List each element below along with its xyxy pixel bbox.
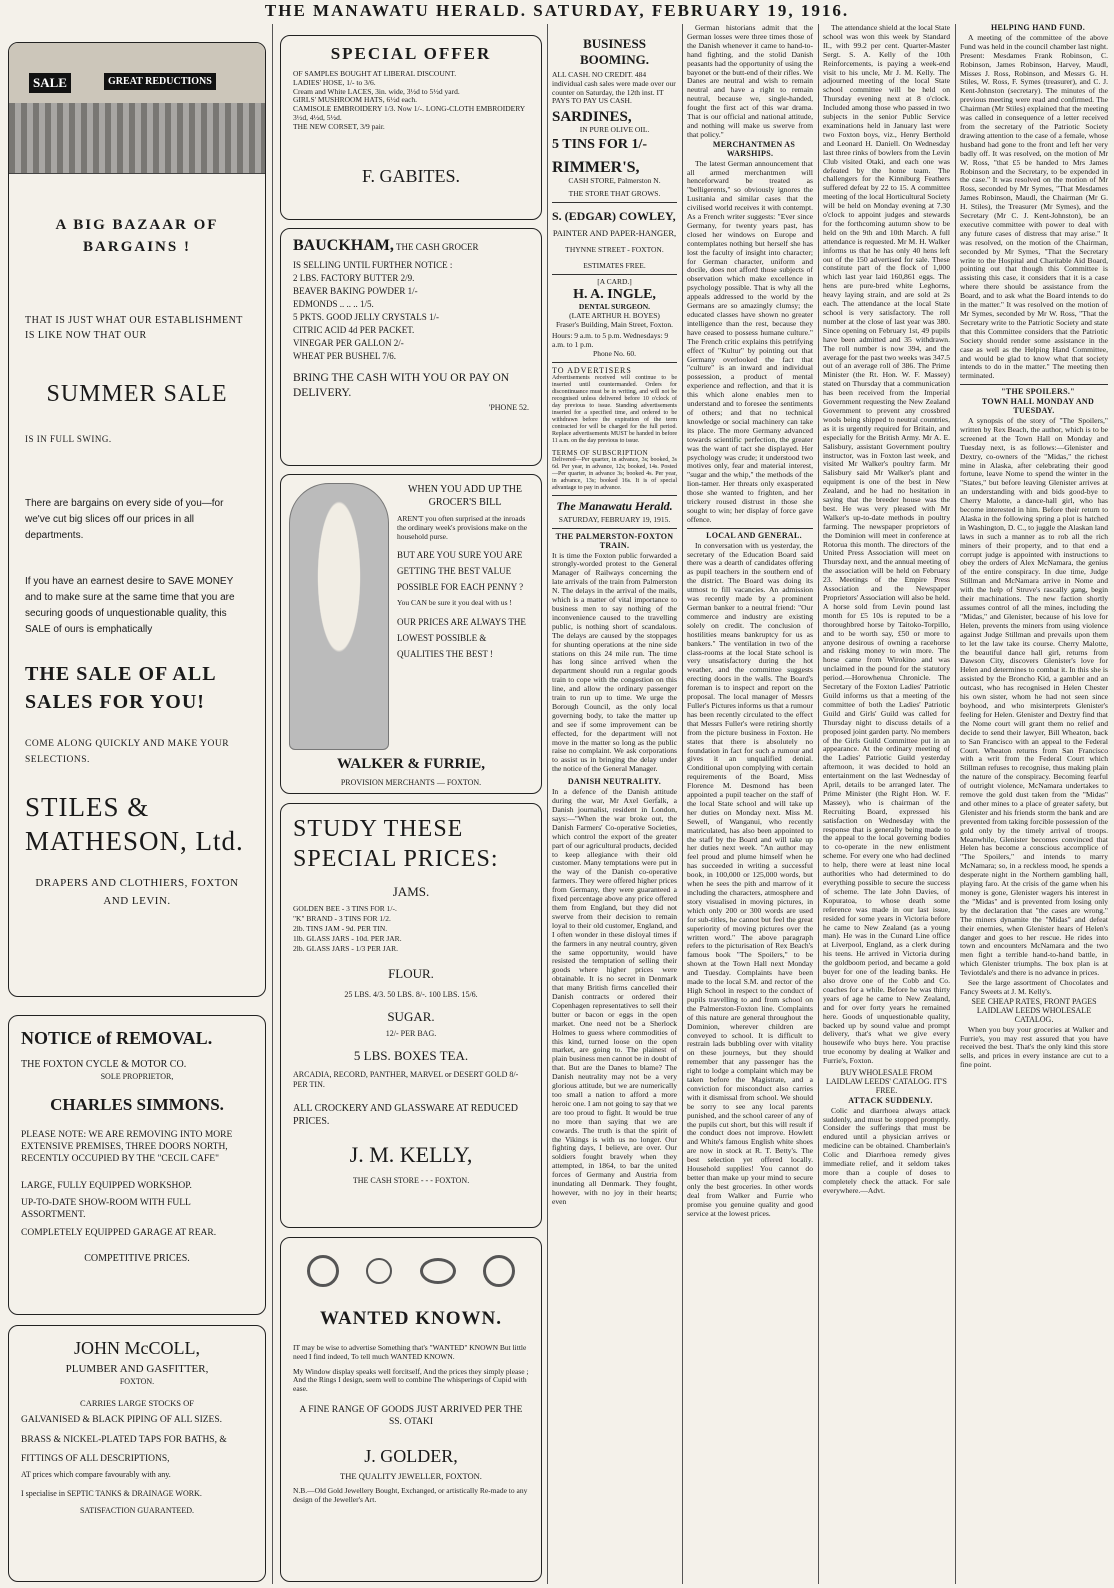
ring-icon <box>307 1255 339 1287</box>
golder-ad <box>280 1237 542 1582</box>
stiles-matheson-name: STILES & MATHESON, Ltd. <box>25 792 244 856</box>
bauckham-line: CITRIC ACID 4d PER PACKET. <box>293 325 415 335</box>
jam-list <box>293 904 529 954</box>
column-rule <box>547 24 548 1584</box>
rimmer-sub: CASH STORE, Palmerston N. <box>568 175 661 185</box>
jams-heading: JAMS. <box>392 884 430 899</box>
wf-text-2: BUT ARE YOU SURE YOU ARE GETTING THE BEST VALUE POSSIBLE FOR EACH PENNY ? <box>397 550 524 593</box>
bauckham-line: BEAVER BAKING POWDER 1/- <box>293 286 418 296</box>
spoilers-sub: TOWN HALL MONDAY AND TUESDAY. <box>981 397 1095 416</box>
wf-text-1: AREN'T you often surprised at the inroads the ordinary week's provisions make on the household purse. <box>397 514 528 541</box>
bring-cash-text: BRING THE CASH WITH YOU OR PAY ON DELIVERY. <box>293 372 510 399</box>
merchantmen-text: The latest German announcement that all armed merchantmen will henceforward be treated as "belligerents," so obviously ignores the Lusitania and similar cases that the civilised world receives it with contempt. As a French writer suggests: "Ever since Germany, for twenty years past, has closed her windows on Europe and contemplates nothing but herself she has lost the faculty of insight into character; for German character, uniform and docile, does not afford those subjects of observation which make excellence in psychology possible. That is why all the appeals addressed to the world by the Germans are so amazingly clumsy; the educated classes have shown no greater intelligence than the rest, because they have ceased to possess humane culture." The French critic explains this petrifying effect of "Kultur" by pointing out that Germany overlooked the fact that "culture" is an inward and individual possession, a product of mental experience and reflection, and that it is this which alone enables men to understand and to foresee the sentiments of others; and that no technical knowledge or social machinery can take its place. The more Germany advanced towards scientific perfection, the greater was the want of tact she displayed. Her psychology was crude; it understood two motives only, fear and material interest, "sugar and the whip," the methods of the lion-tamer. Her threats only exasperated those she wanted to frighten, and her trickery roused distrust in those she sought to win; her display of force gave offence. <box>687 158 813 524</box>
crockery-text: ALL CROCKERY AND GLASSWARE AT REDUCED PRICES. <box>293 1103 518 1127</box>
cowley-heading: S. (EDGAR) COWLEY, <box>552 208 676 223</box>
tins-heading: 5 TINS FOR 1/- <box>552 136 648 152</box>
study-heading: STUDY THESE SPECIAL PRICES: <box>293 816 499 872</box>
bauckham-line: 5 PKTS. GOOD JELLY CRYSTALS 1/- <box>293 312 440 322</box>
train-text: It is time the Foxton public forwarded a strongly-worded protest to the General Manager of Railways concerning the late arrivals of the train from Palmerston N. The delays in the arrival of the mails, which is a matter of vital importance to business men to say nothing of the inconvenience caused to the travelling public, is nothing short of scandalous. The delays are caused by the stoppages for shunting operations at the nine side stations on this 24 mile run. The time has long since arrived when the department should run a regular goods train to cope with the congestion on this line, and allow the ordinary passenger train to run up to time. We urge the Borough Council, as the only local governing body, to take the matter up and see if some improvement can be effected, for the department will not move in the matter so long as the public raise no complaint. We ask corporations to assist us in bringing the delay under the notice of the General Manager. <box>552 550 677 774</box>
bauckham-name: BAUCKHAM, <box>293 237 394 254</box>
danish-heading: DANISH NEUTRALITY. <box>567 777 662 787</box>
bargains-text: There are bargains on every side of you—for we've cut big slices off our prices in all departments. <box>25 498 224 541</box>
kelly-name: J. M. KELLY, <box>349 1142 473 1167</box>
terms-text: Delivered—Per quarter, in advance, 3s; booked, 3s 6d. Per year, in advance, 12s; booked, 14s. Posted—Per quarter, in advance 3s; booked 4s. Per year, in advance, 13s; booked 16s. It is of special advantage to pay in advance. <box>552 456 677 491</box>
advertisers-heading: TO ADVERTISERS <box>552 365 632 375</box>
column-3 <box>552 24 677 1207</box>
bauckham-line: 2 LBS. FACTORY BUTTER 2/9. <box>293 273 415 283</box>
buy-wholesale-text: BUY WHOLESALE FROM LAIDLAW LEEDS' CATALOG. IT'S FREE. <box>826 1068 947 1095</box>
masthead: THE MANAWATU HERALD. SATURDAY, FEBRUARY 19, 1916. <box>264 1 850 20</box>
cycle-co-text: THE FOXTON CYCLE & MOTOR CO. <box>21 1059 187 1070</box>
offer-line: CAMISOLE EMBROIDERY 1/3. Now 1/-. LONG-CLOTH EMBROIDERY 3½d, 4½d, 5½d. <box>293 104 525 122</box>
bauckham-phone: 'PHONE 52. <box>488 403 529 412</box>
mccoll-line-5: AT prices which compare favourably with any. <box>21 1470 171 1479</box>
sardines-heading: SARDINES, <box>552 109 632 126</box>
olive-oil-text: IN PURE OLIVE OIL. <box>579 125 650 135</box>
john-mccoll-ad <box>8 1325 266 1582</box>
attack-text: Colic and diarrhoea always attack suddenly, and must be stopped promptly. Consider the sufferings that must be endured until a physician arrives or medicine can be obtained. Chamberlain's Colic and Diarrhoea remedy gives immediate relief, and it seldom takes more than a couple of doses to completely check the attack. For sale everywhere.—Advt. <box>823 1105 950 1195</box>
summer-sale-heading: SUMMER SALE <box>46 381 228 407</box>
drapers-text: DRAPERS AND CLOTHIERS, FOXTON AND LEVIN. <box>35 877 239 907</box>
flour-line: 25 LBS. 4/3. 50 LBS. 8/-. 100 LBS. 15/6. <box>344 990 478 999</box>
wanted-verse-2: My Window display speaks well forcitself, And the prices they simply please ; And the Rings I design, seem well to combine The whisperings of Cupid with ease. <box>293 1366 529 1394</box>
ring-icon <box>420 1258 456 1284</box>
tea-heading: 5 LBS. BOXES TEA. <box>353 1048 469 1063</box>
reductions-sign: GREAT REDUCTIONS <box>104 73 216 90</box>
rimmer-sub2: THE STORE THAT GROWS. <box>568 188 661 198</box>
jewellery-illustration <box>293 1246 529 1296</box>
removal-heading: NOTICE of REMOVAL. <box>21 1028 213 1048</box>
advertisers-text: Advertisements received will continue to be inserted until countermanded. Orders for discontinuance must be in writing, and will not be recognised unless delivered before 10 o'clock of day previous to issue. Standing advertisements inserted for a specified time, and ordered to be withdrawn before the expiration of the term contracted for will be charged for the full period. Replace advertisements MUST be handed in before 11 a.m. on the day previous to issue. <box>552 374 677 444</box>
come-along-text: COME ALONG QUICKLY AND MAKE YOUR SELECTIONS. <box>25 739 230 765</box>
walker-furrie-name: WALKER & FURRIE, <box>337 756 485 772</box>
local-continued: The attendance shield at the local State school was won this week by Standard II., with 99.2 per cent. Quarter-Master Sergt. S. A. Kelly of the 10th Reinforcements, is paying a week-end visit to his uncle, Mr J. M. Kelly. The adjourned meeting of the local State school committee will be held on Thursday evening next at 8 o'clock. Included among those who passed in two subjects in the senior Public Service examinations held in January last were two Foxton boys, viz., Henry Berthold and Leonard H. Daniell. On Wednesday last three rinks of bowlers from the Levin Club visited Otaki, and each one was defeated by the home team. The challengers for the Kinniburg Feathers suffered defeat by 22 to 15. A committee meeting of the local Horticultural Society will be held on Monday evening at 7.30 o'clock to appoint judges and stewards for the forthcoming autumn show to be held on the 9th and 10th March. A full attendance is requested. Mr M. H. Walker informs us that he has only 40 hens left out of the 150 advertised for sale. These constitute part of the flock of 1,000 which last year laid 160,861 eggs. The hens are pure-bred white Leghorns, heavy laying strain, and are sold at 2s each. The attendance at the local State school is very satisfactory. The roll number at the close of last year was 380. Since opening on February 1st, 49 pupils have been admitted and 35 withdrawn. The roll number is now 394, and the average for the past two weeks was 347.5 out of an average roll of 386. The Prime Minister (the Rt. Hon. W. F. Massey) stated on Thursday that a communication has been received from the Imperial Government requesting the New Zealand Government to prevent any crossbred wools being shipped to neutral countries, as it is urgently required for Britain, and especially for the British Army. Mr A. E. Salisbury, assistant Government poultry instructor, was in Foxton last week, and visited Mr Walker's poultry farm. Mr Salisbury said Mr Walker's plant and equipment is one of the best in New Zealand, and he had no hesitation in saying that the breeder house was the best. He was very pleased with Mr Walker's up-to-date methods in poultry farming. The newspaper proprietors of the Dominion will meet in conference at Rotorua this month. The directors of the United Press Association will meet on Thursday next, and the annual meeting of the association will be held on February 23. Meetings of the Empire Press Association and the Newspaper Proprietors' Association will also be held. A horse sold from Levin pound last month for £5 10s is reputed to be a thoroughbred horse by Taitoko-Torpillo, and to be worth say, £50 or more to anyone desirous of owning a racehorse and risking money to win more. The horse came from Wirokino and was unclaimed in the pound for the statutory period.—Horowhenua Chronicle. The Secretary of the Foxton Ladies' Patriotic Guild informs us that a meeting of the committee of both the Ladies' Patriotic Guild and Girls' Guild was called for Thursday night to discuss details of a proposed joint garden party. No members of the Girls Guild Committee put in an appearance. At the ordinary meeting of the Ladies' Patriotic Guild yesterday afternoon, it was decided to hold an entertainment on the last Wednesday of April, details to be arranged later. The Prime Minister (the Right Hon. W. F. Massey), who is chairman of the Recruiting Board, expressed his satisfaction on Wednesday with the response that is generally being made to the appeal to the local governing bodies to co-operate in the new enlistment scheme. For every one who had declined to help, there were at least nine local authorities who had determined to do everything possible to secure the success of scheme. The late John Davies, of Kopuratoa, to whose death some reference was made in our last issue, resided for some years in Victoria before he came to New Zealand (as a young man). He was in the Cunard Line office at Liverpool, England, as a clerk during his teens. He arrived in Victoria during the goldboom period, and became a gold buyer for one of the leading banks. He also drove one of the Cobb and Co. coaches for a while. Before he was thirty years of age he came to New Zealand, and for over forty years he remained here. Goods of unquestionable quality, backed up by sound value and prompt delivery, that's what we give every housewife who buys here. You practise true economy by dealing at Walker and Furrie's, Foxton. <box>823 24 950 1066</box>
column-rule <box>818 24 819 1584</box>
booming-text: ALL CASH. NO CREDIT. 484 individual cash sales were made over our counter on Saturday, the 12th inst. IT PAYS TO PAY US CASH. <box>552 70 676 106</box>
column-rule <box>955 24 956 1584</box>
rimmer-heading: RIMMER'S, <box>552 158 640 176</box>
offer-line: Cream and White LACES, 3in. wide, 3½d to 5½d yard. <box>293 86 460 96</box>
sole-proprietor-text: SOLE PROPRIETOR, <box>100 1072 174 1081</box>
jam-line: GOLDEN BEE - 3 TINS FOR 1/-. <box>293 904 397 913</box>
woman-illustration <box>289 483 389 750</box>
bazaar-heading: A BIG BAZAAR OF BARGAINS ! <box>55 217 219 255</box>
provision-text: PROVISION MERCHANTS — FOXTON. <box>340 778 482 787</box>
removal-note: PLEASE NOTE: WE ARE REMOVING INTO MORE EXTENSIVE PREMISES, THREE DOORS NORTH, RECENTLY OCCUPIED BY THE "CECIL CAFE" <box>21 1130 233 1164</box>
column-4 <box>687 24 813 1584</box>
train-heading: THE PALMERSTON-FOXTON TRAIN. <box>555 531 674 550</box>
jam-line: 1lb. GLASS JARS - 10d. PER JAR. <box>293 934 402 943</box>
sale-illustration <box>9 43 265 174</box>
garage-text: COMPLETELY EQUIPPED GARAGE AT REAR. <box>21 1228 217 1238</box>
offer-line: LADIES' HOSE, 1/- to 3/6. <box>293 77 376 87</box>
flour-heading: FLOUR. <box>388 966 434 981</box>
column-rule <box>682 24 683 1584</box>
wf-text-4: OUR PRICES ARE ALWAYS THE LOWEST POSSIBLE & QUALITIES THE BEST ! <box>397 617 526 660</box>
bauckham-line: VINEGAR PER GALLON 2/- <box>293 338 404 348</box>
mccoll-line-7: SATISFACTION GUARANTEED. <box>79 1506 195 1515</box>
herald-date: SATURDAY, FEBRUARY 19, 1915. <box>558 514 671 524</box>
sugar-heading: SUGAR. <box>387 1009 435 1024</box>
column-5 <box>823 24 950 1584</box>
bauckham-list <box>293 259 529 363</box>
bauckham-tag: THE CASH GROCER <box>395 242 479 252</box>
mccoll-town: FOXTON. <box>119 1377 155 1386</box>
wf-text-3: You CAN be sure it you deal with us ! <box>397 598 512 608</box>
crowd-figure <box>9 103 265 173</box>
danish-continued: German historians admit that the German losses were three times those of the Danish whenever it came to hand-to-hand fighting, and the stolid Danish peasants had the opportunity of using the bayonet or the butt-end of their rifles. We Danes are neutral and wish to remain neutral and have a right to remain neutral, because we, single-handed, fought the first act of this war drama. That is our official and national attitude, and nothing will make us swerve from that policy." <box>687 24 813 139</box>
stiles-matheson-ad <box>8 42 266 997</box>
cheap-rates-text: SEE CHEAP RATES, FRONT PAGES LAIDLAW LEEDS WHOLESALE CATALOG. <box>971 996 1097 1024</box>
bauckham-line: WHEAT PER BUSHEL 7/6. <box>293 351 397 361</box>
sale-of-all-heading: THE SALE OF ALL SALES FOR YOU! <box>25 663 216 713</box>
full-swing-text: IS IN FULL SWING. <box>25 434 112 444</box>
golder-nb: N.B.—Old Gold Jewellery Bought, Exchanged, or artistically Re-made to any design of the Jeweller's Art. <box>293 1485 528 1504</box>
bauckham-ad <box>280 228 542 466</box>
danish-text: In a defence of the Danish attitude during the war, Mr Axel Gerfalk, a Danish journalist, resident in London, says:—"When the war broke out, the Danish Farmers' Co-operative Societies, which control the export of the greater part of our agricultural products, decided to keep allegiance with their old customer. Many temptations were put in the way of the Danish co-operative farmers. They were offered higher prices from Germany, they were guaranteed a fixed percentage above any price offered them from England, but they did not swerve from their decision to remain loyal to their old customer, England, and I often wonder in these disloyal times if the farmers in any neutral country, given the same opportunity, would have resisted the temptation of selling their goods where higher prices were obtainable. It is no secret in Denmark that many British firms cancelled their Danish contracts or ordered their Copenhagen representatives to sell their butter or bacon or eggs in the open market. One need not be a Sherlock Holmes to guess where commodities of this kind, turned loose on the open market, are going to. The plainest of plain business men cannot be in doubt of that. But are the Danes to blame? The Danish neutrality may not be a very glorious attitude, but we are numerically too small a nation to afford a more heroic one. I am not going to say that we are too proud to fight. It would be true no more than saying that we are cowards. The truth is that the spirit of the Vikings is with us no longer. Our fighting days, I believe, are over. Our soldiers fought bravely when they attempted, in 1864, to bar the united forces of Germany and Austria from inundating all Denmark. They fought, however, with no joy in their hearts; even <box>552 787 677 1206</box>
intro-text: THAT IS JUST WHAT OUR ESTABLISHMENT IS LIKE NOW THAT OUR <box>25 315 243 341</box>
ingle-addr: Fraser's Building, Main Street, Foxton. <box>556 319 673 329</box>
offer-line: THE NEW CORSET, 3/9 pair. <box>293 121 385 131</box>
column-6 <box>960 24 1108 1584</box>
card-label: [A CARD.] <box>597 277 632 287</box>
desire-text: If you have an earnest desire to SAVE MONEY and to make sure at the same time that you are securing goods of unquestionable quality, this SALE of ours is emphatically <box>25 576 235 635</box>
offer-line: OF SAMPLES BOUGHT AT LIBERAL DISCOUNT. <box>293 69 457 78</box>
mccoll-line-3: BRASS & NICKEL-PLATED TAPS FOR BATHS, & <box>21 1435 227 1445</box>
ingle-late: (LATE ARTHUR H. BOYES) <box>569 310 660 320</box>
booming-heading: BUSINESS BOOMING. <box>580 36 649 67</box>
ingle-hours: Hours: 9 a.m. to 5 p.m. Wednesdays: 9 a.m. to 1 p.m. <box>552 331 669 350</box>
jam-line: 2lb. TINS JAM - 9d. PER TIN. <box>293 924 388 933</box>
walker-furrie-ad <box>280 474 542 794</box>
local-heading: LOCAL AND GENERAL. <box>706 530 802 540</box>
jam-line: "K" BRAND - 3 TINS FOR 1/2. <box>293 914 391 923</box>
plumber-text: PLUMBER AND GASFITTER, <box>65 1363 209 1375</box>
cowley-estimates: ESTIMATES FREE. <box>583 261 646 271</box>
watch-icon <box>366 1258 392 1284</box>
local-text: In conversation with us yesterday, the secretary of the Education Board said there was a dearth of candidates offering as pupil teachers in the southern end of the district. The Board was doing its utmost to fill vacancies. An admission was recently made by a prominent German banker to a neutral friend: "Our commerce and industry are existing solely on credit. The conclusion of hostilities means bankruptcy for us as bankers." The ventilation in two of the class-rooms at the local State school is very unsatisfactory during the hot weather, and the committee suggests erecting doors in the walls. The Board's foreman is to inspect and report on the proposal. The local manager of Messrs Fuller's Pictures informs us that a rumour has been recently circulated to the effect that Messrs Fuller's were retiring shortly from the picture business in Foxton. He states that there is absolutely no foundation in fact for such a rumour and gives it an unqualified denial. Conditional upon complying with certain requirements of the Board, Miss Florence M. Desmond has been appointed a pupil teacher on the staff of the local State school and will take up her duties on Monday next. Miss M. Sewell, of Wanganui, who recently matriculated, has also been appointed to the staff by the Board and will take up her duties next week. "An author may feel proud and plume himself when he has succeeded in writing a successful book, in 100,000 or 125,000 words, but when he sees the pith and marrow of it including the characters, atmosphere and story visualised in moving pictures, in which only 200 or 300 words are used for sub-titles, he cannot but feel the great superiority of moving pictures over the written word." The above paragraph refers to the picturisation of Rex Beach's famous book "The Spoilers," to be shown at the Town Hall next Monday and Tuesday. Complaints have been made to the local S.M. and rector of the High School in respect to the conduct of pupils travelling to and from school on the Palmerston-Foxton line. Complaints of this nature are general throughout the Dominion, wherever children are conveyed to school. It is difficult to restrain lads bubbling over with vitality on these journeys, but they should remember that any passenger has the right to lodge a complaint which may be taken before the Magistrate, and a conviction for misconduct also carries with it dismissal from school. We should be sorry to see any local parents punished, and the school career of any of the pupils cut short, but this will result if the conduct does not improve. Howlett and White's famous English white shoes are now in stock at R. T. Betty's. The best selection yet offered locally. Household supplies! You cannot do better than make up your mind to secure only the best groceries. In other words deal from Walker and Furrie who promise you genuine quality and good service at the lowest prices. <box>687 540 813 1218</box>
cowley-sub: PAINTER AND PAPER-HANGER, <box>552 227 677 238</box>
golder-name: J. GOLDER, <box>364 1445 458 1466</box>
mccoll-line-6: I specialise in SEPTIC TANKS & DRAINAGE WORK. <box>21 1489 202 1498</box>
column-rule <box>272 24 273 1584</box>
tea-line: ARCADIA, RECORD, PANTHER, MARVEL or DESERT GOLD 8/- PER TIN. <box>293 1070 519 1089</box>
offer-list <box>293 70 529 132</box>
bauckham-line: IS SELLING UNTIL FURTHER NOTICE : <box>293 260 453 270</box>
offer-line: GIRLS' MUSHROOM HATS, 6½d each. <box>293 95 418 105</box>
ring-icon <box>483 1255 515 1287</box>
herald-title: The Manawatu Herald. <box>556 498 673 513</box>
cowley-addr: THYNNE STREET - FOXTON. <box>565 244 664 254</box>
mccoll-line-2: GALVANISED & BLACK PIPING OF ALL SIZES. <box>21 1415 223 1425</box>
chocolates-text: See the large assortment of Chocolates and Fancy Sweets at J. M. Kelly's. <box>960 978 1108 996</box>
wanted-heading: WANTED KNOWN. <box>320 1308 502 1329</box>
wanted-verse-1: IT may be wise to advertise Something that's "WANTED" KNOWN But little need I find indeed, To tell much WANTED KNOWN. <box>293 1343 527 1361</box>
mccoll-line-1: CARRIES LARGE STOCKS OF <box>80 1398 194 1408</box>
fund-heading: HELPING HAND FUND. <box>990 24 1086 32</box>
sugar-line: 12/- PER BAG. <box>385 1029 437 1038</box>
notice-of-removal-ad <box>8 1015 266 1315</box>
workshop-text: LARGE, FULLY EQUIPPED WORKSHOP. <box>21 1181 192 1191</box>
simmons-name: CHARLES SIMMONS. <box>50 1095 224 1114</box>
fine-range-text: A FINE RANGE OF GOODS JUST ARRIVED PER THE SS. OTAKI <box>299 1404 523 1427</box>
jam-line: 2lb. GLASS JARS - 1/3 PER JAR. <box>293 944 399 953</box>
gabites-name: F. GABITES. <box>361 165 461 186</box>
mccoll-name: JOHN McCOLL, <box>74 1338 200 1358</box>
special-offer-heading: SPECIAL OFFER <box>330 44 492 63</box>
cash-store-text: THE CASH STORE - - - FOXTON. <box>352 1176 470 1185</box>
wf-heading: WHEN YOU ADD UP THE GROCER'S BILL <box>407 484 523 508</box>
ingle-phone: Phone No. 60. <box>593 348 636 358</box>
mccoll-line-4: FITTINGS OF ALL DESCRIPTIONS, <box>21 1454 170 1464</box>
special-offer-ad <box>280 35 542 220</box>
merchantmen-heading: MERCHANTMEN AS WARSHIPS. <box>712 139 796 158</box>
showroom-text: UP-TO-DATE SHOW-ROOM WITH FULL ASSORTMENT. <box>21 1198 191 1220</box>
bauckham-line: EDMONDS .. .. .. 1/5. <box>293 299 374 309</box>
kelly-prices-ad <box>280 803 542 1228</box>
quality-jeweller-text: THE QUALITY JEWELLER, FOXTON. <box>340 1470 482 1481</box>
ingle-sub: DENTAL SURGEON. <box>578 301 651 311</box>
sale-sign: SALE <box>29 73 71 93</box>
spoilers-text: A synopsis of the story of "The Spoilers," written by Rex Beach, the author, which is to be screened at the Town Hall on Monday and Tuesday next, is as follows:—Glenister and Dextry, co-owners of the "Midas," the richest mine in Alaska, after celebrating their good fortune, leave Nome to spend the winter in the "States," but before leaving Glenister arrives at an understanding with and bids good-bye to Cherry Malotte, a dance-hall girl, who has become interested in him. Before their return to Alaska in the following spring a plot is hatched in Washington, D. C., to juggle the Alaskan land laws in such a manner as to rob all the rich miners of their property, and to that end a corrupt judge is appointed with instructions to obey the orders of Alex McNamara, the genius of the entire conspiracy. In due time, Judge Stillman and McNamara arrive in Nome and with the help of Struve's rascally gang, begin their machinations. The new faction shortly assumes control of all the mines, including the "Midas," and Glenister, because of his love for Helen, prevents the miners from using violence against Judge Stillman and prevails upon them to let the law take its course. Cherry Malotte, the beautiful dance hall girl, returns from Dawson City, discovers Glenister's love for Helen and determines to combat it. In this she is assisted by the Broncho Kid, a gambler and an outcast, who has recognised in Helen Chester his own sister, whom he had not seen since boyhood, and who misinterprets Glenister's feeling for Helen. Glenister and Dextry find that the Nome court will grant them no relief and decide to send their lawyer, Bill Wheaton, back to San Francisco with an appeal to the Federal Court. Wheaton returns from San Francisco with a writ from the Federal Court which Stillman refuses to recognise, thus making plain the nature of the conspiracy. Becoming fearful of outright violence, McNamara undertakes to remove the gold dust taken from the "Midas" and other mines to a place of greater safety, but Glenister and his friends storm the bank and are prevented from taking forcible possession of the gold only by the timely arrival of troops. Meanwhile, Glenister becomes convinced that Helen has become a conscious accomplice of "The Spoilers," and intends to marry McNamara; so, in a reckless mood, he spends a desperate night in the Northern gambling hall, playing faro. At the crisis of the game when his money is gone, Glenister wagers his interest in the "Midas" and is prevented from losing only by the declaration that "the cases are wrong." The miners dynamite the "Midas" and defeat their enemies, when Glenister hears of Helen's danger and goes to her rescue. He rides into town and encounters McNamara and the two men fight a terrible hand-to-hand battle, in which Glenister triumphs. The box plan is at Teviotdale's and there is no advance in prices. <box>960 415 1108 978</box>
ingle-heading: H. A. INGLE, <box>573 286 656 302</box>
fund-text: A meeting of the committee of the above Fund was held in the council chamber last night. Present: Mesdames Frank Robinson, C. Robinson, James Robinson, Harvey, Maudl, Misses J. Ross, Robinson, and Messrs G. H. Stiles, W. Ross, F. Symes (treasurer), and C. J. Kent-Johnston (secretary). The minutes of the previous meeting were read and confirmed. The Chairman (Mr Stiles) explained that the meeting was called in consequence of a letter received from the secretary of the Patriotic Society drawing attention to the case of a female, whose husband had gone to the front and left her very badly off. It was resolved, on the motion of Mr W. Ross, "that £5 be handed to Mrs James Robinson and the Secretary, to be expended in the case." It was resolved on the motion of Mr Ross, seconded by Mr Symes, "That Mesdames James Robinson, Maudl, the Chairman (Mr G. H. Stiles), the Treasurer (Mr Symes), and the Secretary (Mr C. J. Kent-Johnston), be an executive committee with power to deal with any future cases of distress that may arise." It was resolved, on the motion of the Chairman, seconded by Mr Symes, "That the Secretary write to the Hospital and Charitable Aid Board, pointing out that though this Committee is assisting this case, it considers that it is a case where there should be assistance from the Board, and to ask what the Board intends to do in the matter." It was resolved on the motion of Mr Symes, seconded by Mr W. Ross, "That the Secretary write to the Patriotic Society and state that this Committee considers that the Patriotic Society should render some assistance in the case as well as the Helping Hand Committee, and would be glad to know what that society intends to do in the matter." The meeting then terminated. <box>960 32 1108 381</box>
terms-heading: TERMS OF SUBSCRIPTION <box>552 448 649 457</box>
spoilers-heading: "THE SPOILERS." <box>1001 387 1075 397</box>
attack-heading: ATTACK SUDDENLY. <box>848 1095 933 1105</box>
groceries-text: When you buy your groceries at Walker and Furrie's, you may rest assured that you have received the best. That's the only kind this store sells, and prices in every instance are cut to a fine point. <box>960 1024 1108 1070</box>
competitive-text: COMPETITIVE PRICES. <box>84 1253 190 1264</box>
